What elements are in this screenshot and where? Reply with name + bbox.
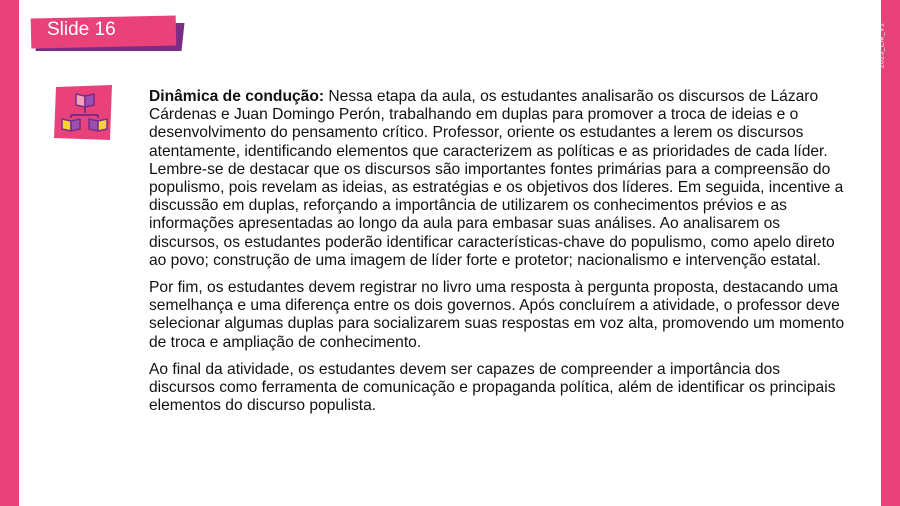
- left-edge-bar: [0, 0, 19, 506]
- right-edge-bar: [878, 0, 900, 506]
- slide-number-label: Slide 16: [47, 19, 116, 40]
- slide-badge: [31, 14, 186, 52]
- paragraph-closing: Por fim, os estudantes devem registrar no livro uma resposta à pergunta proposta, destacando uma semelhança e uma diferença entre os dois governos. Após concluírem a atividade, o professor deve selecionar algumas duplas para socializarem suas respostas em voz alta, promovendo um momento de troca e ampliação de conhecimento.: [149, 279, 845, 351]
- books-connection-icon: [54, 85, 114, 141]
- slide-content: [149, 88, 849, 424]
- conduction-text: Nessa etapa da aula, os estudantes analisarão os discursos de Lázaro Cárdenas e Juan Domingo Perón, trabalhando em duplas para promover a troca de ideias e o desenvolvimento do pensamento crítico. Professor, oriente os estudantes a lerem os discursos atentamente, identificando elementos que caracterizem as políticas e as prioridades de cada líder. Lembre-se de destacar que os discursos são importantes fontes primárias para a compreensão do populismo, pois revelam as ideias, as estratégias e os objetivos dos líderes. Em seguida, incentive a discussão em duplas, reforçando a importância de utilizarem os conhecimentos prévios e as informações apresentadas ao longo da aula para embasar suas análises. Ao analisarem os discursos, os estudantes poderão identificar características-chave do populismo, como apelo direto ao povo; construção de uma imagem de líder forte e protetor; nacionalismo e intervenção estatal.: [149, 88, 844, 269]
- conduction-heading: Dinâmica de condução:: [149, 88, 325, 105]
- paragraph-outcome: Ao final da atividade, os estudantes devem ser capazes de compreender a importância dos discursos como ferramenta de comunicação e propaganda política, além de identificar os principais elementos do discurso populista.: [149, 360, 836, 415]
- paragraph-conduction: [149, 88, 849, 270]
- version-code: 2025_EM_V1: [878, 22, 886, 69]
